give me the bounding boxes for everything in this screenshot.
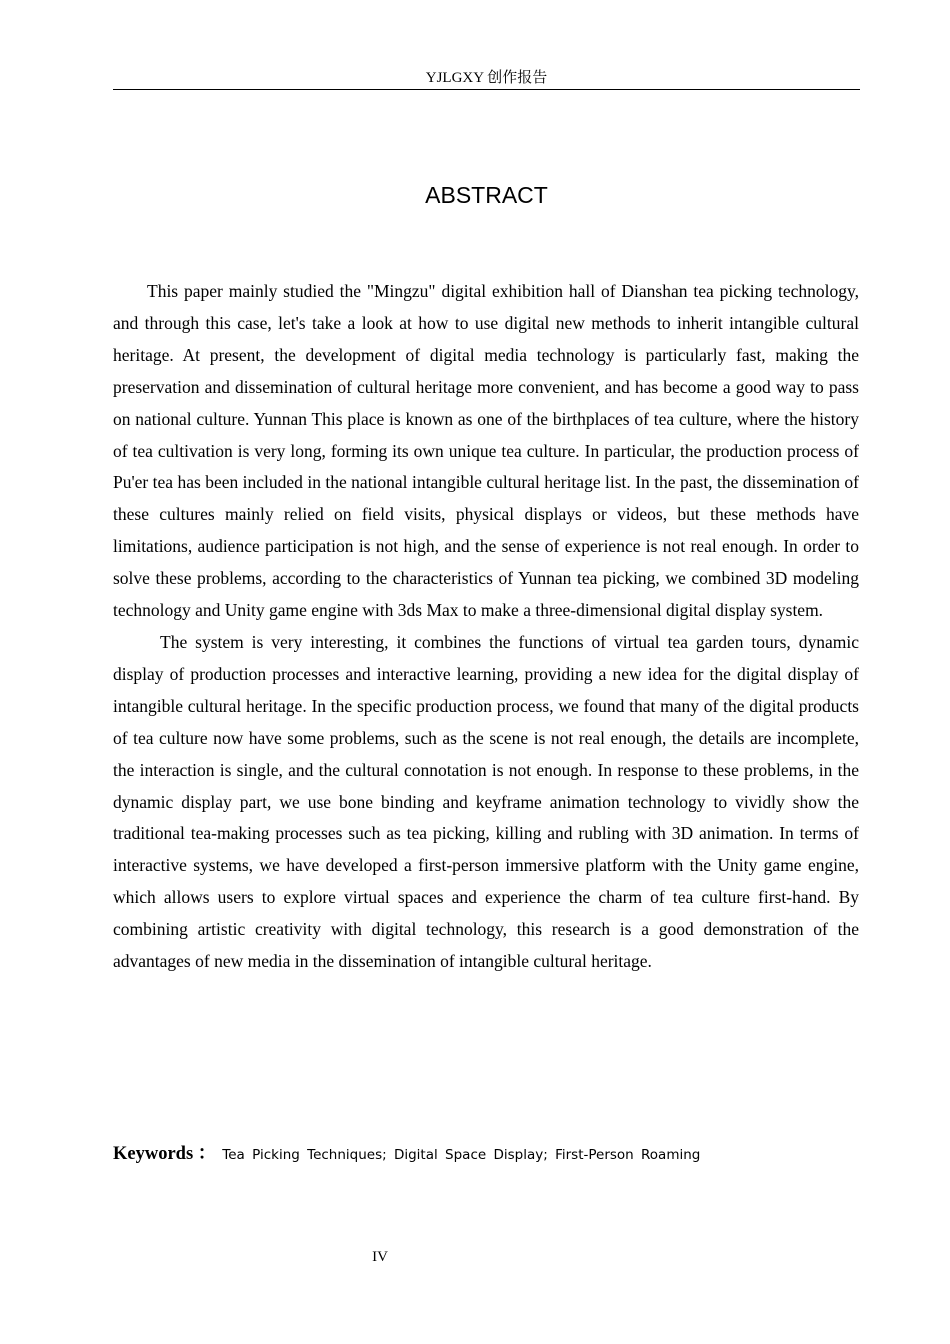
abstract-paragraph-1: This paper mainly studied the "Mingzu" digital exhibition hall of Dianshan tea picking technology, and through this case, let's take a look at how to use digital new methods to inherit intangible cultural heritage. At present, the development of digital media technology is particularly fast, making the preservation and dissemination of cultural heritage more convenient, and has become a good way to pass on national culture. Yunnan This place is known as one of the birthplaces of tea culture, where the history of tea cultivation is very long, forming its own unique tea culture. In particular, the production process of Pu'er tea has been included in the national intangible cultural heritage list. In the past, the dissemination of these cultures mainly relied on field visits, physical displays or videos, but these methods have limitations, audience participation is not high, and the sense of experience is not real enough. In order to solve these problems, according to the characteristics of Yunnan tea picking, we combined 3D modeling technology and Unity game engine with 3ds Max to make a three-dimensional digital display system. <box>113 281 859 621</box>
page-number: IV <box>372 1249 388 1265</box>
keywords-line <box>113 1141 860 1168</box>
abstract-title: ABSTRACT <box>425 182 548 208</box>
page-header: YJLGXY 创作报告 <box>425 70 548 86</box>
keywords-label: Keywords ： <box>113 1144 217 1164</box>
abstract-body <box>113 276 859 978</box>
header-rule <box>113 89 860 90</box>
keywords-text: Tea Picking Techniques; Digital Space Display; First-Person Roaming <box>222 1147 701 1163</box>
abstract-paragraph-2: The system is very interesting, it combines the functions of virtual tea garden tours, dynamic display of production processes and interactive learning, providing a new idea for the digital display of intangible cultural heritage. In the specific production process, we found that many of the digital products of tea culture now have some problems, such as the scene is not real enough, the details are incomplete, the interaction is single, and the cultural connotation is not enough. In response to these problems, in the dynamic display part, we use bone binding and keyframe animation technology to vividly show the traditional tea-making processes such as tea picking, killing and rubling with 3D animation. In terms of interactive systems, we have developed a first-person immersive platform with the Unity game engine, which allows users to explore virtual spaces and experience the charm of tea culture first-hand. By combining artistic creativity with digital technology, this research is a good demonstration of the advantages of new media in the dissemination of intangible cultural heritage. <box>113 631 859 972</box>
